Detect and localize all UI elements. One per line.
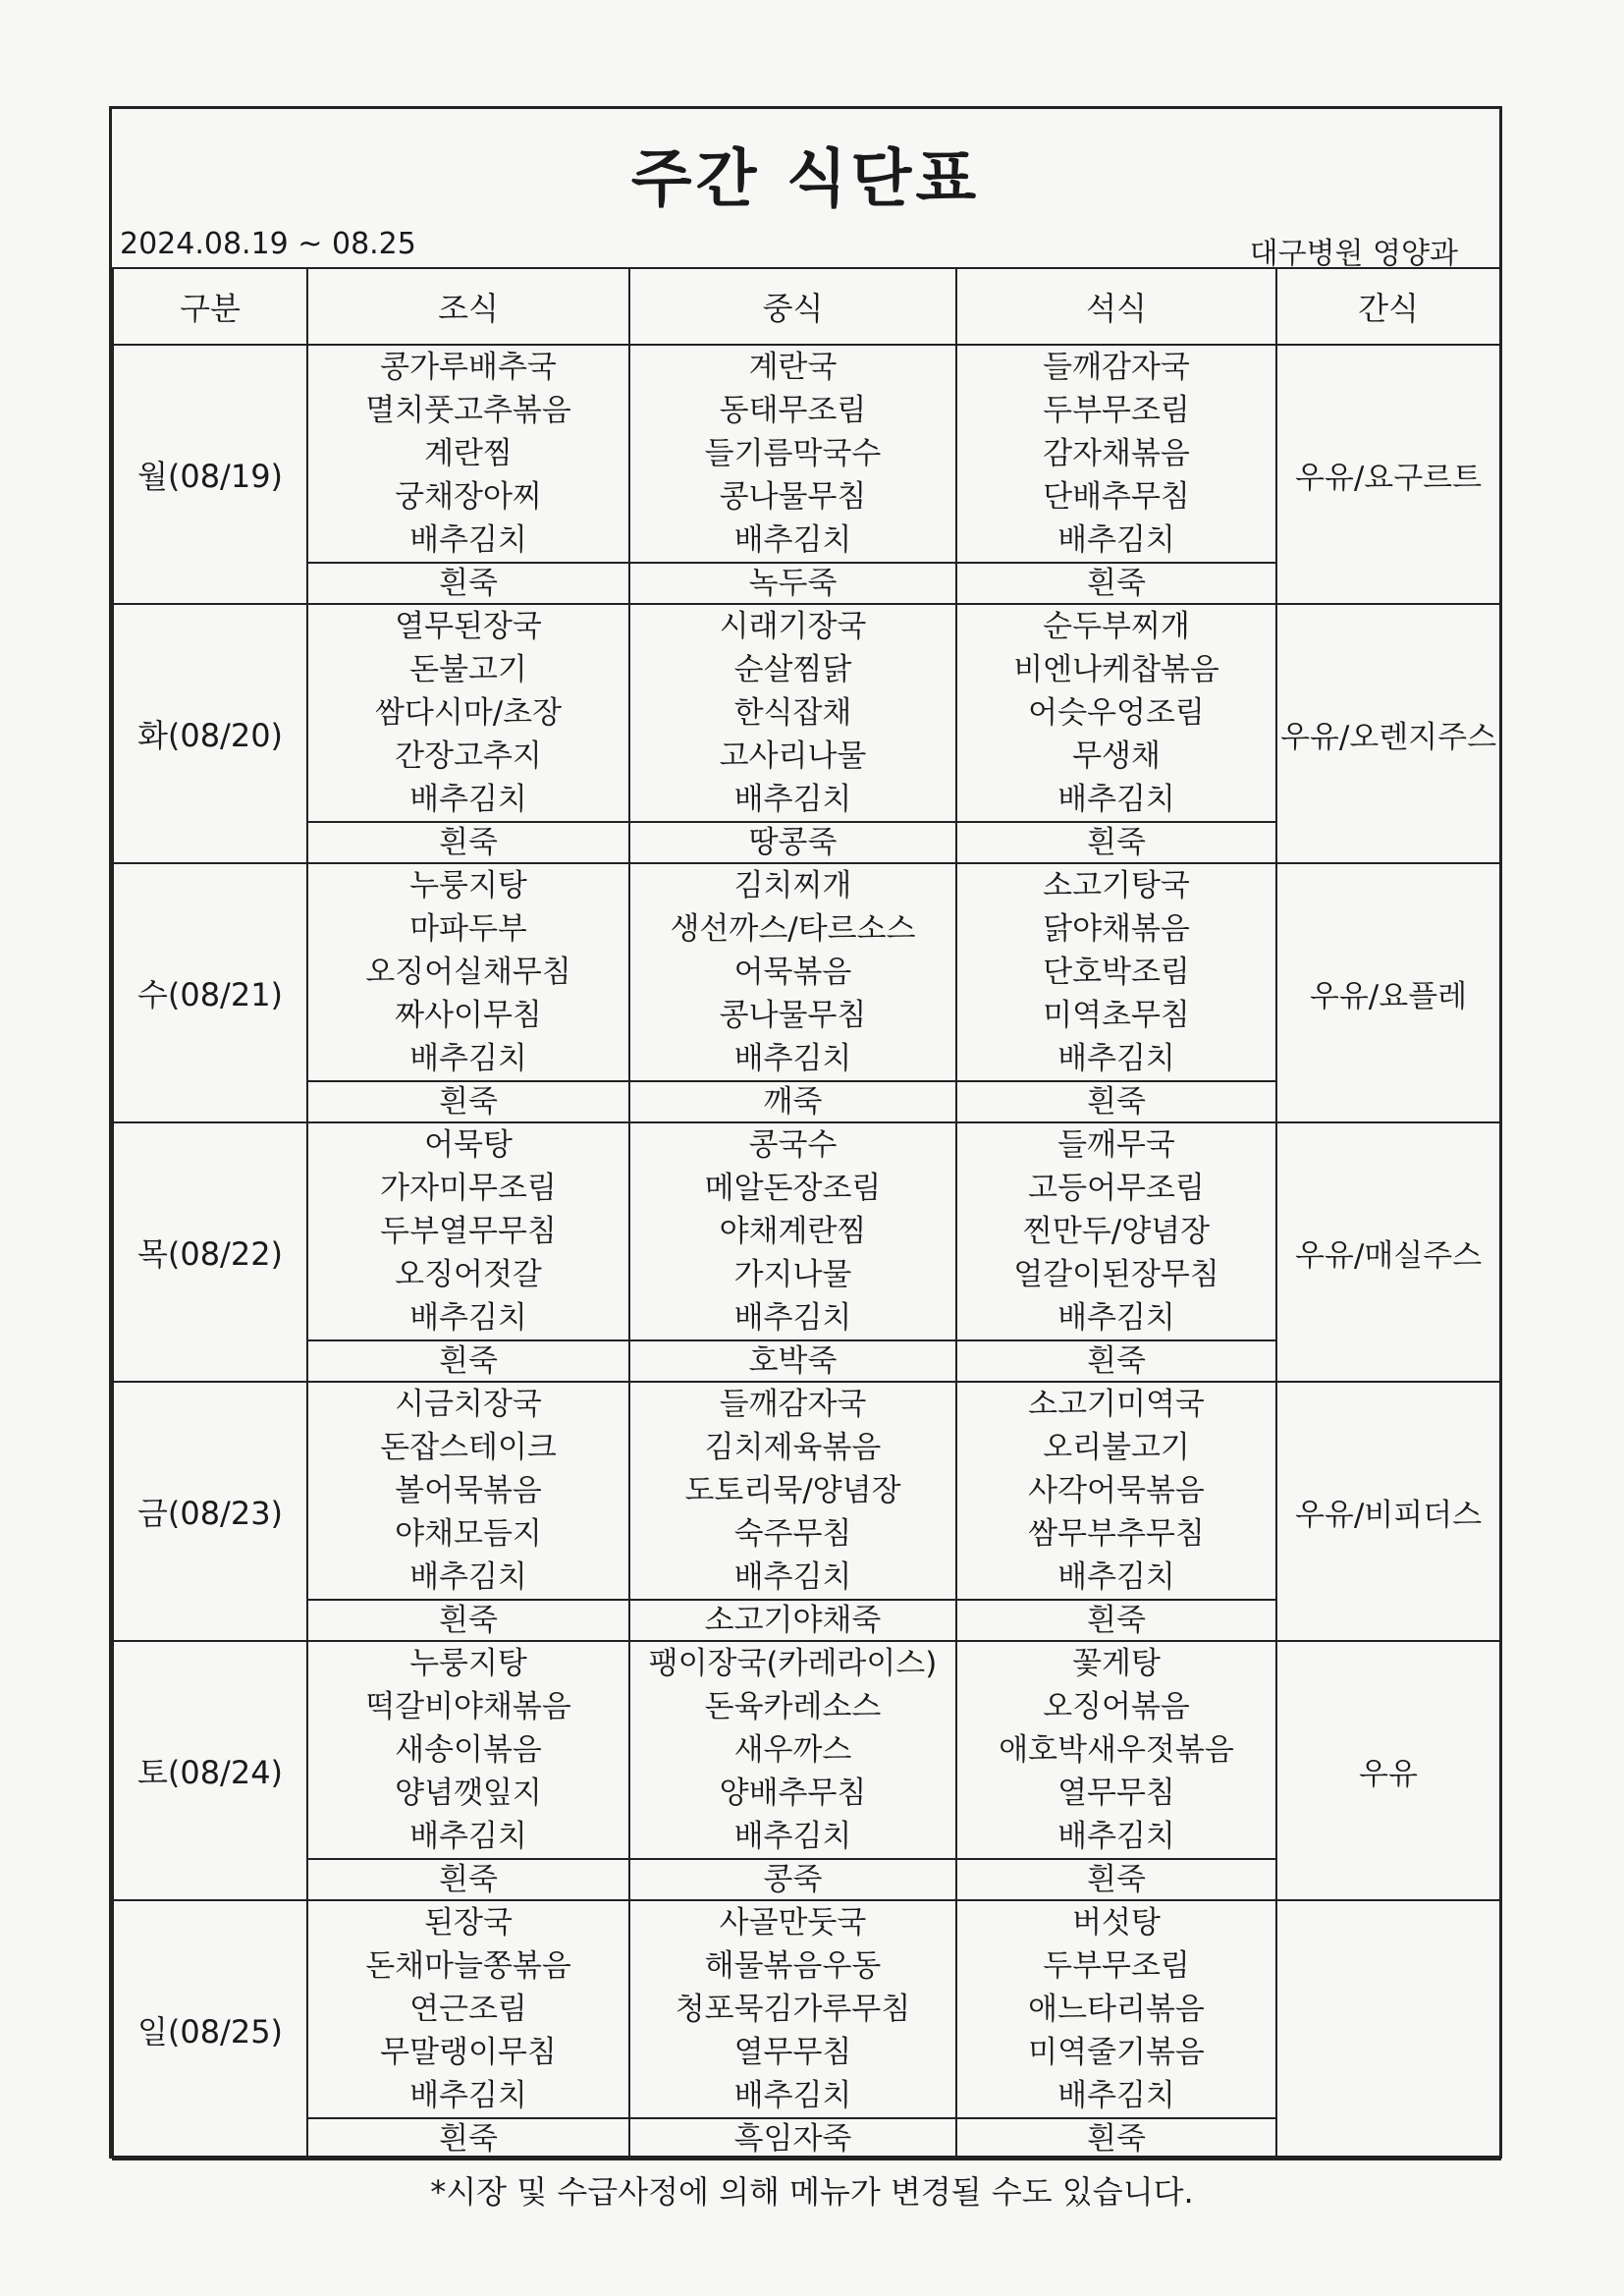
dinner-dish-list xyxy=(957,864,1275,1082)
dish-item: 김치찌개 xyxy=(733,868,852,903)
lunch-dish-list xyxy=(630,605,955,823)
breakfast-cell xyxy=(307,1382,629,1641)
dinner-cell xyxy=(956,1641,1276,1900)
dish-item: 열무된장국 xyxy=(395,609,542,644)
dish-item: 배추김치 xyxy=(409,782,527,817)
snack-cell: 우유/비피더스 xyxy=(1276,1382,1500,1641)
dish-item: 고사리나물 xyxy=(719,738,867,774)
day-row xyxy=(113,1122,1500,1382)
dish-item: 배추김치 xyxy=(1057,522,1175,558)
lunch-dish-list xyxy=(630,346,955,564)
dish-item: 배추김치 xyxy=(733,1559,852,1595)
dish-item: 들깨감자국 xyxy=(719,1387,867,1422)
dish-item: 열무무침 xyxy=(1057,1776,1175,1811)
dish-item: 연근조림 xyxy=(409,1992,527,2027)
porridge-item: 흰죽 xyxy=(439,825,498,860)
dish-item: 짜사이무침 xyxy=(395,998,542,1033)
lunch-cell xyxy=(629,1382,956,1641)
porridge-item: 흰죽 xyxy=(1087,1343,1146,1379)
day-row xyxy=(113,863,1500,1122)
lunch-cell xyxy=(629,1641,956,1900)
dish-item: 배추김치 xyxy=(733,1819,852,1854)
dinner-dish-list xyxy=(957,605,1275,823)
dish-item: 미역초무침 xyxy=(1043,998,1190,1033)
dish-item: 동태무조림 xyxy=(719,393,867,428)
dish-item: 두부무조림 xyxy=(1043,393,1190,428)
dinner-cell xyxy=(956,604,1276,863)
weekly-menu-table xyxy=(112,267,1501,2160)
dinner-cell xyxy=(956,345,1276,604)
dinner-dish-list xyxy=(957,1642,1275,1860)
porridge-item: 흰죽 xyxy=(1087,825,1146,860)
dish-item: 열무무침 xyxy=(733,2035,852,2070)
dish-item: 배추김치 xyxy=(733,522,852,558)
dish-item: 콩나물무침 xyxy=(719,998,867,1033)
dish-item: 청포묵김가루무침 xyxy=(675,1992,911,2027)
day-row xyxy=(113,604,1500,863)
dish-item: 비엔나케찹볶음 xyxy=(1013,652,1219,687)
dish-item: 한식잡채 xyxy=(733,695,852,731)
lunch-cell xyxy=(629,1122,956,1382)
breakfast-cell xyxy=(307,1900,629,2159)
snack-cell: 우유/요구르트 xyxy=(1276,345,1500,604)
dish-item: 숙주무침 xyxy=(733,1516,852,1552)
breakfast-dish-list xyxy=(308,1383,628,1601)
breakfast-cell xyxy=(307,1122,629,1382)
dish-item: 어묵볶음 xyxy=(733,955,852,990)
lunch-dish-list xyxy=(630,1901,955,2119)
porridge-item: 호박죽 xyxy=(748,1343,838,1379)
dish-item: 돈육카레소스 xyxy=(704,1689,882,1724)
dish-item: 오징어실채무침 xyxy=(365,955,571,990)
dish-item: 감자채볶음 xyxy=(1043,436,1190,471)
dinner-cell xyxy=(956,863,1276,1122)
dish-item: 쌈무부추무침 xyxy=(1028,1516,1205,1552)
breakfast-dish-list xyxy=(308,1901,628,2119)
dish-item: 배추김치 xyxy=(1057,1041,1175,1076)
snack-cell: 우유/오렌지주스 xyxy=(1276,604,1500,863)
dish-item: 해물볶음우동 xyxy=(704,1948,882,1984)
dish-item: 메알돈장조림 xyxy=(704,1171,882,1206)
porridge-item: 소고기야채죽 xyxy=(704,1603,882,1638)
dish-item: 가지나물 xyxy=(733,1257,852,1292)
breakfast-cell xyxy=(307,863,629,1122)
dish-item: 배추김치 xyxy=(733,1041,852,1076)
dinner-cell xyxy=(956,1382,1276,1641)
dish-item: 콩나물무침 xyxy=(719,479,867,515)
breakfast-dish-list xyxy=(308,346,628,564)
dish-item: 단배추무침 xyxy=(1043,479,1190,515)
dish-item: 된장국 xyxy=(424,1905,513,1941)
dish-item: 애호박새우젓볶음 xyxy=(999,1732,1234,1768)
header-breakfast: 조식 xyxy=(307,268,629,345)
dish-item: 배추김치 xyxy=(409,1559,527,1595)
dish-item: 배추김치 xyxy=(733,2078,852,2113)
porridge-item: 콩죽 xyxy=(763,1862,823,1897)
menu-body xyxy=(113,345,1500,2159)
dish-item: 순두부찌개 xyxy=(1043,609,1190,644)
snack-cell: 우유/매실주스 xyxy=(1276,1122,1500,1382)
porridge-item: 흰죽 xyxy=(1087,1084,1146,1120)
dinner-cell xyxy=(956,1122,1276,1382)
dinner-dish-list xyxy=(957,346,1275,564)
porridge-item: 깨죽 xyxy=(763,1084,823,1120)
header-dinner: 석식 xyxy=(956,268,1276,345)
dish-item: 배추김치 xyxy=(1057,2078,1175,2113)
dish-item: 배추김치 xyxy=(409,1041,527,1076)
dish-item: 떡갈비야채볶음 xyxy=(365,1689,571,1724)
dish-item: 새우까스 xyxy=(733,1732,852,1768)
snack-cell xyxy=(1276,1900,1500,2159)
breakfast-dish-list xyxy=(308,864,628,1082)
dish-item: 마파두부 xyxy=(409,911,527,947)
dish-item: 야채모듬지 xyxy=(395,1516,542,1552)
dish-item: 팽이장국(카레라이스) xyxy=(648,1646,938,1681)
dish-item: 버섯탕 xyxy=(1072,1905,1161,1941)
dish-item: 생선까스/타르소스 xyxy=(670,911,916,947)
porridge-item: 흰죽 xyxy=(439,2121,498,2157)
dish-item: 두부무조림 xyxy=(1043,1948,1190,1984)
dish-item: 얼갈이된장무침 xyxy=(1013,1257,1219,1292)
dinner-dish-list xyxy=(957,1123,1275,1341)
porridge-item: 흰죽 xyxy=(439,1343,498,1379)
dish-item: 두부열무무침 xyxy=(380,1214,557,1249)
porridge-item: 흰죽 xyxy=(1087,566,1146,601)
lunch-dish-list xyxy=(630,1383,955,1601)
dish-item: 닭야채볶음 xyxy=(1043,911,1190,947)
dinner-dish-list xyxy=(957,1901,1275,2119)
dish-item: 시래기장국 xyxy=(719,609,867,644)
dish-item: 누룽지탕 xyxy=(409,868,527,903)
dish-item: 단호박조림 xyxy=(1043,955,1190,990)
dish-item: 찐만두/양념장 xyxy=(1022,1214,1211,1249)
dish-item: 어슷우엉조림 xyxy=(1028,695,1205,731)
lunch-cell xyxy=(629,1900,956,2159)
breakfast-cell xyxy=(307,345,629,604)
dish-item: 오징어젓갈 xyxy=(395,1257,542,1292)
dish-item: 간장고추지 xyxy=(395,738,542,774)
dish-item: 계란찜 xyxy=(424,436,513,471)
snack-cell: 우유/요플레 xyxy=(1276,863,1500,1122)
day-row xyxy=(113,1641,1500,1900)
dinner-dish-list xyxy=(957,1383,1275,1601)
lunch-cell xyxy=(629,604,956,863)
lunch-cell xyxy=(629,345,956,604)
date-range: 2024.08.19 ~ 08.25 xyxy=(120,227,416,261)
dish-item: 소고기탕국 xyxy=(1043,868,1190,903)
breakfast-dish-list xyxy=(308,1642,628,1860)
porridge-item: 흰죽 xyxy=(1087,1603,1146,1638)
dish-item: 배추김치 xyxy=(409,2078,527,2113)
porridge-item: 흰죽 xyxy=(439,1862,498,1897)
breakfast-cell xyxy=(307,1641,629,1900)
lunch-dish-list xyxy=(630,1642,955,1860)
dish-item: 새송이볶음 xyxy=(395,1732,542,1768)
dinner-cell xyxy=(956,1900,1276,2159)
dish-item: 돈잡스테이크 xyxy=(380,1430,557,1465)
porridge-item: 흑임자죽 xyxy=(733,2121,852,2157)
porridge-item: 흰죽 xyxy=(439,1603,498,1638)
porridge-item: 흰죽 xyxy=(1087,2121,1146,2157)
dish-item: 계란국 xyxy=(748,350,838,385)
day-label: 목(08/22) xyxy=(113,1122,307,1382)
dish-item: 양배추무침 xyxy=(719,1776,867,1811)
porridge-item: 흰죽 xyxy=(439,566,498,601)
dish-item: 가자미무조림 xyxy=(380,1171,557,1206)
dish-item: 배추김치 xyxy=(1057,1300,1175,1336)
dish-item: 꽃게탕 xyxy=(1072,1646,1161,1681)
breakfast-dish-list xyxy=(308,605,628,823)
dish-item: 배추김치 xyxy=(1057,782,1175,817)
dish-item: 오리불고기 xyxy=(1043,1430,1190,1465)
day-label: 화(08/20) xyxy=(113,604,307,863)
dish-item: 시금치장국 xyxy=(395,1387,542,1422)
lunch-dish-list xyxy=(630,864,955,1082)
day-label: 수(08/21) xyxy=(113,863,307,1122)
day-label: 토(08/24) xyxy=(113,1641,307,1900)
porridge-item: 흰죽 xyxy=(439,1084,498,1120)
dish-item: 콩가루배추국 xyxy=(380,350,557,385)
dish-item: 들깨무국 xyxy=(1057,1127,1175,1163)
dish-item: 배추김치 xyxy=(409,1819,527,1854)
porridge-item: 땅콩죽 xyxy=(748,825,838,860)
dish-item: 들깨감자국 xyxy=(1043,350,1190,385)
dish-item: 양념깻잎지 xyxy=(395,1776,542,1811)
lunch-dish-list xyxy=(630,1123,955,1341)
page-title: 주간 식단표 xyxy=(630,143,981,216)
header-lunch: 중식 xyxy=(629,268,956,345)
porridge-item: 녹두죽 xyxy=(748,566,838,601)
day-label: 월(08/19) xyxy=(113,345,307,604)
header-category: 구분 xyxy=(113,268,307,345)
dish-item: 오징어볶음 xyxy=(1043,1689,1190,1724)
dish-item: 콩국수 xyxy=(748,1127,838,1163)
dish-item: 도토리묵/양념장 xyxy=(684,1473,901,1508)
day-row xyxy=(113,1900,1500,2159)
dish-item: 김치제육볶음 xyxy=(704,1430,882,1465)
day-label: 금(08/23) xyxy=(113,1382,307,1641)
lunch-cell xyxy=(629,863,956,1122)
dish-item: 궁채장아찌 xyxy=(395,479,542,515)
dish-item: 배추김치 xyxy=(1057,1559,1175,1595)
dish-item: 배추김치 xyxy=(409,1300,527,1336)
dish-item: 고등어무조림 xyxy=(1028,1171,1205,1206)
dish-item: 무생채 xyxy=(1072,738,1161,774)
dish-item: 배추김치 xyxy=(1057,1819,1175,1854)
header-row xyxy=(113,268,1500,345)
notice-text: *시장 및 수급사정에 의해 메뉴가 변경될 수도 있습니다. xyxy=(430,2173,1194,2211)
dish-item: 애느타리볶음 xyxy=(1028,1992,1205,2027)
dish-item: 배추김치 xyxy=(409,522,527,558)
breakfast-cell xyxy=(307,604,629,863)
menu-sheet xyxy=(109,106,1502,2159)
day-row xyxy=(113,1382,1500,1641)
dish-item: 배추김치 xyxy=(733,782,852,817)
dish-item: 무말랭이무침 xyxy=(380,2035,557,2070)
porridge-item: 흰죽 xyxy=(1087,1862,1146,1897)
department-label: 대구병원 영양과 xyxy=(1249,237,1458,271)
header-snack: 간식 xyxy=(1276,268,1500,345)
day-label: 일(08/25) xyxy=(113,1900,307,2159)
dish-item: 쌈다시마/초장 xyxy=(374,695,563,731)
dish-item: 사골만둣국 xyxy=(719,1905,867,1941)
snack-cell: 우유 xyxy=(1276,1641,1500,1900)
dish-item: 어묵탕 xyxy=(424,1127,513,1163)
dish-item: 들기름막국수 xyxy=(704,436,882,471)
dish-item: 돈채마늘쫑볶음 xyxy=(365,1948,571,1984)
dish-item: 누룽지탕 xyxy=(409,1646,527,1681)
day-row xyxy=(113,345,1500,604)
dish-item: 돈불고기 xyxy=(409,652,527,687)
dish-item: 멸치풋고추볶음 xyxy=(365,393,571,428)
dish-item: 순살찜닭 xyxy=(733,652,852,687)
dish-item: 소고기미역국 xyxy=(1028,1387,1205,1422)
dish-item: 배추김치 xyxy=(733,1300,852,1336)
dish-item: 사각어묵볶음 xyxy=(1028,1473,1205,1508)
dish-item: 야채계란찜 xyxy=(719,1214,867,1249)
dish-item: 미역줄기볶음 xyxy=(1028,2035,1205,2070)
breakfast-dish-list xyxy=(308,1123,628,1341)
dish-item: 볼어묵볶음 xyxy=(395,1473,542,1508)
